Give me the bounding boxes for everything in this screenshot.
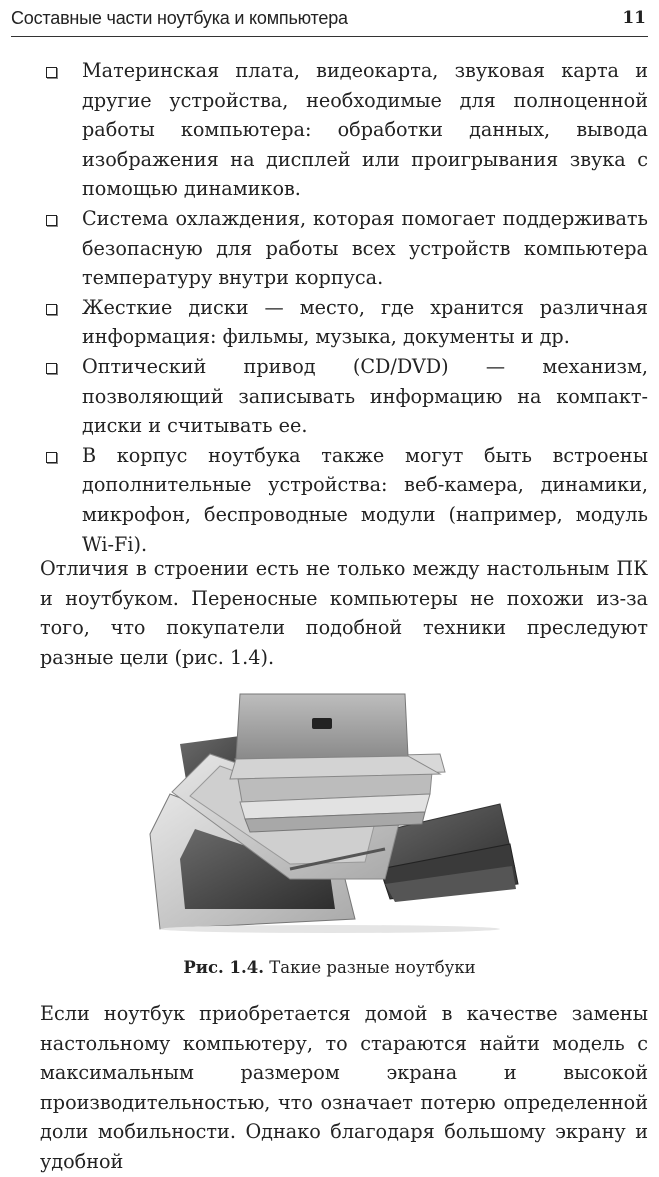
list-item-text: Система охлаждения, которая помогает поддерживать безопасную для работы всех устройств компьютера температуру внутри корпуса.: [82, 206, 648, 290]
checkbox-bullet-icon: [46, 304, 57, 315]
list-item: [40, 56, 648, 204]
checkbox-bullet-icon: [46, 363, 57, 374]
page-header: [11, 6, 648, 37]
list-item-text: Жесткие диски — место, где хранится различная информация: фильмы, музыка, документы и др.: [82, 295, 648, 349]
figure-label: Рис. 1.4.: [183, 958, 264, 977]
figure-caption: [0, 958, 659, 977]
page-number: 11: [622, 8, 646, 28]
checkbox-bullet-icon: [46, 67, 57, 78]
list-item-text: Материнская плата, видеокарта, звуковая карта и другие устройства, необходимые для полноценной работы компьютера: обработки данных, вывода изображения на дисплей или проигрывания звука с помощью динамиков.: [82, 59, 648, 201]
list-item-text: Оптический привод (CD/DVD) — механизм, позволяющий записывать информацию на компакт-диски и считывать ее.: [82, 354, 648, 438]
checkbox-bullet-icon: [46, 215, 57, 226]
list-item: [40, 441, 648, 559]
list-item: [40, 352, 648, 441]
figure-caption-text: Такие разные ноутбуки: [269, 958, 476, 977]
body-paragraph-2: Если ноутбук приобретается домой в качестве замены настольному компьютеру, то стараются найти модель с максимальным размером экрана и высокой производительностью, что означает потерю определенной доли мобильности. Однако благодаря большому экрану и удобной: [40, 1002, 648, 1173]
bullet-list: [40, 56, 648, 559]
checkbox-bullet-icon: [46, 452, 57, 463]
running-title: Составные части ноутбука и компьютера: [11, 8, 348, 28]
list-item: [40, 293, 648, 352]
list-item: [40, 204, 648, 293]
laptops-stack-image: [140, 684, 520, 934]
body-paragraph: Отличия в строении есть не только между настольным ПК и ноутбуком. Переносные компьютеры не похожи из-за того, что покупатели подобной техники преследуют разные цели (рис. 1.4).: [40, 557, 648, 669]
list-item-text: В корпус ноутбука также могут быть встроены дополнительные устройства: веб-камера, динамики, микрофон, беспроводные модули (например, модуль Wi-Fi).: [82, 443, 648, 556]
